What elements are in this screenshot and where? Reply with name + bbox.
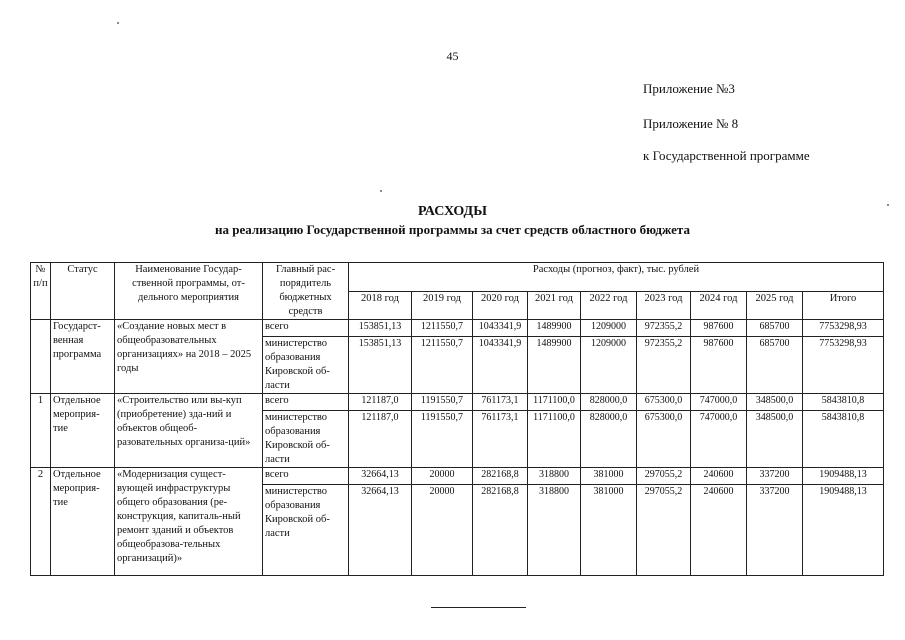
row-year-value: 1043341,9 [473,337,528,394]
row-status: Отдельное мероприя-тие [51,394,115,468]
row-year-value: 20000 [412,485,473,576]
header-year: 2018 год [349,291,412,320]
row-year-value: 121187,0 [349,411,412,468]
document-title: РАСХОДЫ [418,204,487,219]
row-year-value: 32664,13 [349,485,412,576]
row-year-value: 747000,0 [691,394,747,411]
appendix-line-2: Приложение № 8 [643,116,739,131]
table-row [31,468,884,485]
page-number: 45 [446,49,459,63]
table-row [31,320,884,337]
header-expenses: Расходы (прогноз, факт), тыс. рублей [349,263,884,292]
row-year-value: 381000 [581,468,637,485]
header-row [31,263,884,292]
row-year-value: 675300,0 [637,411,691,468]
scan-speck [117,22,119,24]
header-year: 2022 год [581,291,637,320]
row-year-value: 685700 [747,337,803,394]
table-body [31,320,884,576]
row-year-value: 297055,2 [637,468,691,485]
row-year-value: 761173,1 [473,411,528,468]
row-year-value: 297055,2 [637,485,691,576]
row-number [31,320,51,394]
row-year-value: 685700 [747,320,803,337]
header-name: Наименование Государ-ственной программы, от-дельного мероприятия [115,263,263,320]
header-year: 2020 год [473,291,528,320]
row-total-value: 1909488,13 [803,468,884,485]
row-year-value: 972355,2 [637,337,691,394]
row-budget-administrator: министерство образования Кировской об-ласти [263,411,349,468]
header-year: 2023 год [637,291,691,320]
row-year-value: 121187,0 [349,394,412,411]
document-subtitle: на реализацию Государственной программы за счет средств областного бюджета [215,222,690,237]
header-status: Статус [51,263,115,320]
row-year-value: 1209000 [581,337,637,394]
row-year-value: 1209000 [581,320,637,337]
header-num: № п/п [31,263,51,320]
row-year-value: 1489900 [528,320,581,337]
expenses-table [30,262,884,576]
row-year-value: 240600 [691,468,747,485]
appendix-line-3: к Государственной программе [643,148,810,163]
row-total-value: 7753298,93 [803,320,884,337]
row-year-value: 153851,13 [349,337,412,394]
row-program-name: «Создание новых мест в общеобразовательных организациях» на 2018 – 2025 годы [115,320,263,394]
row-year-value: 1489900 [528,337,581,394]
row-year-value: 1211550,7 [412,337,473,394]
header-year: 2021 год [528,291,581,320]
row-year-value: 282168,8 [473,468,528,485]
row-program-name: «Строительство или вы-куп (приобретение) зда-ний и объектов общеоб-разовательных организа-ций» [115,394,263,468]
appendix-line-1: Приложение №3 [643,81,735,96]
footer-divider [431,607,526,608]
row-number: 2 [31,468,51,576]
row-year-value: 348500,0 [747,394,803,411]
row-number: 1 [31,394,51,468]
row-year-value: 828000,0 [581,394,637,411]
row-status: Государст-венная программа [51,320,115,394]
row-budget-administrator: всего [263,394,349,411]
table-row [31,394,884,411]
row-year-value: 1211550,7 [412,320,473,337]
scan-speck [887,204,889,206]
row-year-value: 348500,0 [747,411,803,468]
row-year-value: 1191550,7 [412,394,473,411]
row-total-value: 7753298,93 [803,337,884,394]
row-total-value: 5843810,8 [803,411,884,468]
row-year-value: 747000,0 [691,411,747,468]
row-year-value: 318800 [528,485,581,576]
row-year-value: 20000 [412,468,473,485]
row-budget-administrator: министерство образования Кировской об-ласти [263,485,349,576]
row-year-value: 1171100,0 [528,411,581,468]
row-year-value: 1191550,7 [412,411,473,468]
row-year-value: 282168,8 [473,485,528,576]
scan-speck [380,190,382,192]
row-year-value: 32664,13 [349,468,412,485]
row-total-value: 1909488,13 [803,485,884,576]
row-year-value: 761173,1 [473,394,528,411]
row-year-value: 240600 [691,485,747,576]
row-year-value: 337200 [747,468,803,485]
row-program-name: «Модернизация сущест-вующей инфраструктуры общего образования (ре-конструкция, капиталь-ный ремонт зданий и объектов общеобразова-тельных организаций)» [115,468,263,576]
row-year-value: 987600 [691,337,747,394]
row-year-value: 987600 [691,320,747,337]
row-year-value: 828000,0 [581,411,637,468]
row-total-value: 5843810,8 [803,394,884,411]
header-admin: Главный рас-порядитель бюджетных средств [263,263,349,320]
row-year-value: 381000 [581,485,637,576]
row-year-value: 153851,13 [349,320,412,337]
row-status: Отдельное мероприя-тие [51,468,115,576]
header-year: 2025 год [747,291,803,320]
header-year: 2024 год [691,291,747,320]
row-budget-administrator: всего [263,468,349,485]
row-year-value: 1043341,9 [473,320,528,337]
row-budget-administrator: всего [263,320,349,337]
row-year-value: 675300,0 [637,394,691,411]
row-year-value: 337200 [747,485,803,576]
header-year: 2019 год [412,291,473,320]
row-year-value: 1171100,0 [528,394,581,411]
header-total: Итого [803,291,884,320]
row-year-value: 972355,2 [637,320,691,337]
row-budget-administrator: министерство образования Кировской об-ласти [263,337,349,394]
row-year-value: 318800 [528,468,581,485]
